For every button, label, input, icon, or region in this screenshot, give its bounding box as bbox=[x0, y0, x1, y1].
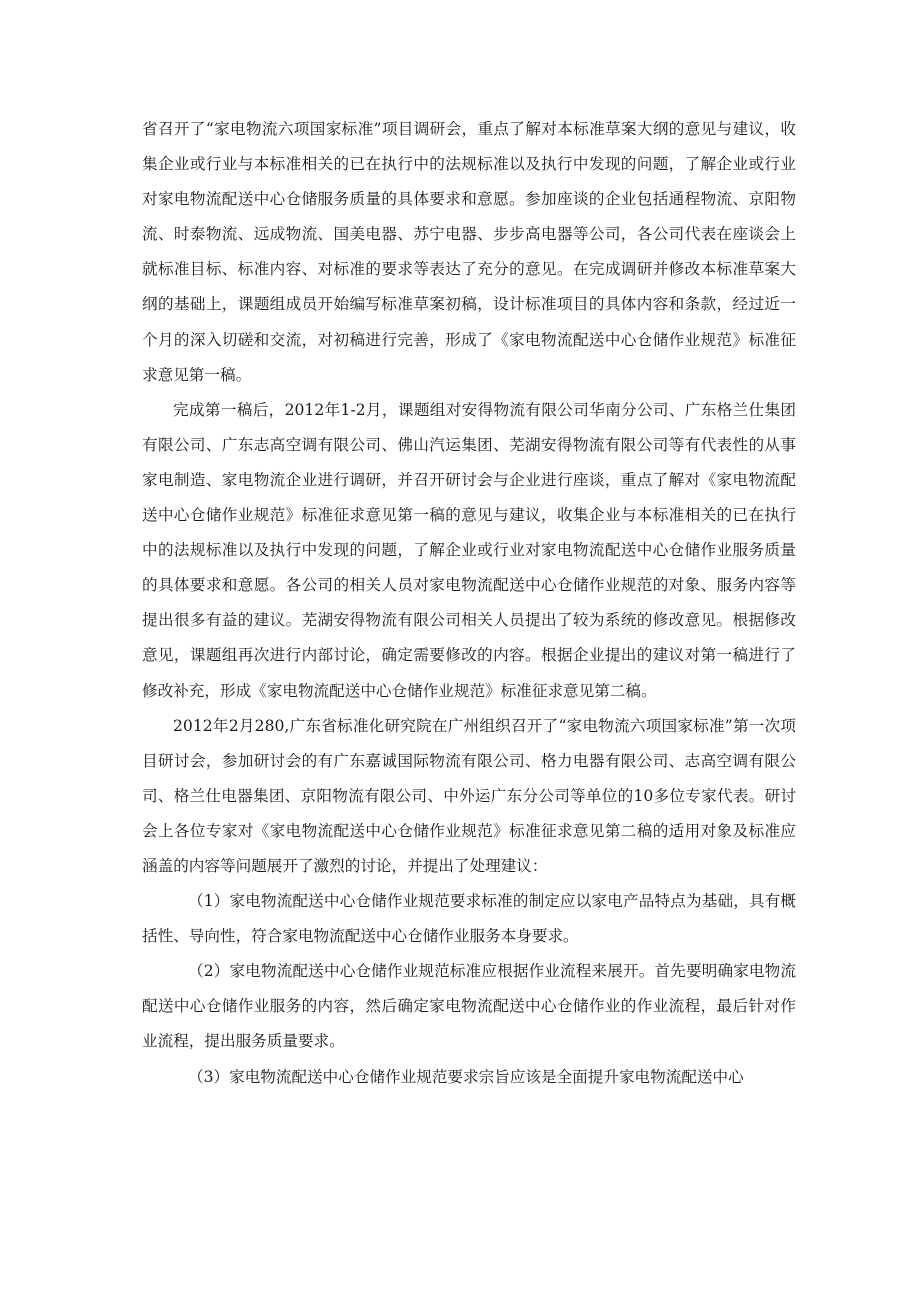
document-page bbox=[142, 112, 796, 1095]
paragraph-research-meeting: 省召开了“家电物流六项国家标准”项目调研会，重点了解对本标准草案大纲的意见与建议，收集企业或行业与本标准相关的已在执行中的法规标准以及执行中发现的问题，了解企业或行业对家电物流配送中心仓储服务质量的具体要求和意愿。参加座谈的企业包括通程物流、京阳物流、时泰物流、远成物流、国美电器、苏宁电器、步步高电器等公司，各公司代表在座谈会上就标准目标、标准内容、对标准的要求等表达了充分的意见。在完成调研并修改本标准草案大纲的基础上，课题组成员开始编写标准草案初稿，设计标准项目的具体内容和条款，经过近一个月的深入切磋和交流，对初稿进行完善，形成了《家电物流配送中心仓储作业规范》标准征求意见第一稿。 bbox=[142, 120, 796, 384]
paragraph-seminar: 2012年2月280,广东省标准化研究院在广州组织召开了“家电物流六项国家标准”第一次项目研讨会，参加研讨会的有广东嘉诚国际物流有限公司、格力电器有限公司、志高空调有限公司、格兰仕电器集团、京阳物流有限公司、中外运广东分公司等单位的10多位专家代表。研讨会上各位专家对《家电物流配送中心仓储作业规范》标准征求意见第二稿的适用对象及标准应涵盖的内容等问题展开了激烈的讨论，并提出了处理建议： bbox=[142, 716, 796, 875]
suggestion-item-2: （2）家电物流配送中心仓储作业规范标准应根据作业流程来展开。首先要明确家电物流配送中心仓储作业服务的内容，然后确定家电物流配送中心仓储作业的作业流程，最后针对作业流程，提出服务质量要求。 bbox=[142, 962, 796, 1051]
suggestion-item-3: （3）家电物流配送中心仓储作业规范要求宗旨应该是全面提升家电物流配送中心 bbox=[188, 1067, 744, 1086]
paragraph-first-draft-survey: 完成第一稿后，2012年1-2月，课题组对安得物流有限公司华南分公司、广东格兰仕集团有限公司、广东志高空调有限公司、佛山汽运集团、芜湖安得物流有限公司等有代表性的从事家电制造、家电物流企业进行调研，并召开研讨会与企业进行座谈，重点了解对《家电物流配送中心仓储作业规范》标准征求意见第一稿的意见与建议，收集企业与本标准相关的已在执行中的法规标准以及执行中发现的问题，了解企业或行业对家电物流配送中心仓储作业服务质量的具体要求和意愿。各公司的相关人员对家电物流配送中心仓储作业规范的对象、服务内容等提出很多有益的建议。芜湖安得物流有限公司相关人员提出了较为系统的修改意见。根据修改意见，课题组再次进行内部讨论，确定需要修改的内容。根据企业提出的建议对第一稿进行了修改补充，形成《家电物流配送中心仓储作业规范》标准征求意见第二稿。 bbox=[142, 400, 796, 700]
suggestion-item-1: （1）家电物流配送中心仓储作业规范要求标准的制定应以家电产品特点为基础，具有概括性、导向性，符合家电物流配送中心仓储作业服务本身要求。 bbox=[142, 892, 796, 946]
